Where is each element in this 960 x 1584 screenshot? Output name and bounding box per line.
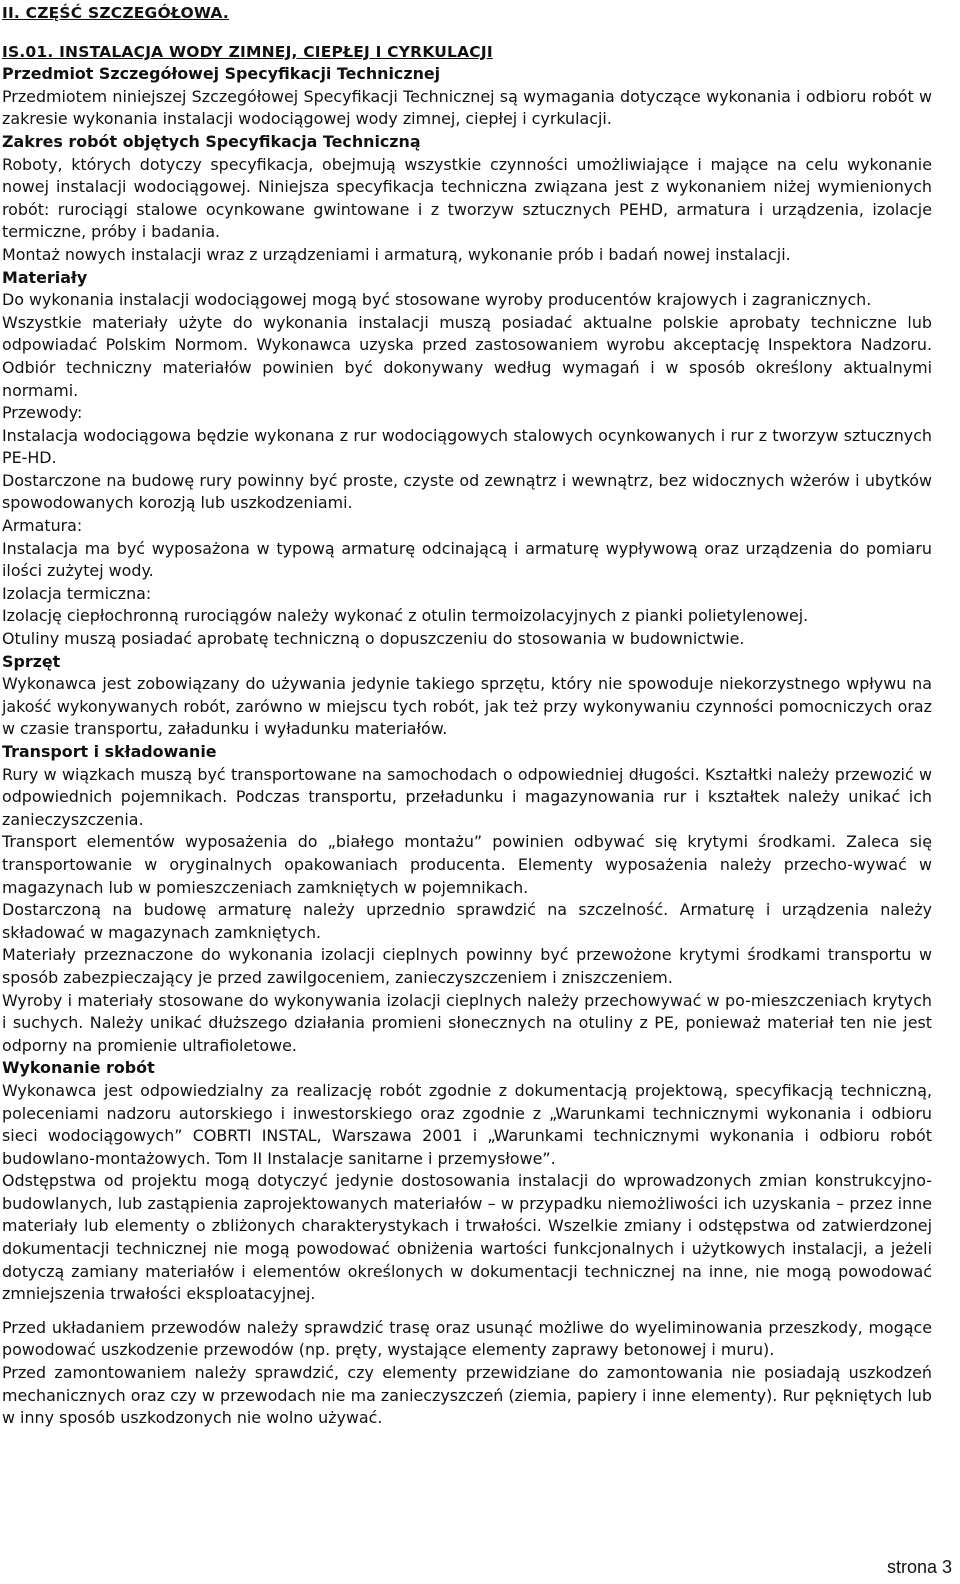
paragraph-transport-pipes: Rury w wiązkach muszą być transportowane na samochodach o odpowiedniej długości. Kształtki należy przewozić w odpowiednich pojemnikach. Podczas transportu, przeładunku i magazynowania rur i kształtek należy unikać ich zanieczyszczenia. [2, 764, 932, 829]
heading-materials: Materiały [2, 267, 88, 287]
paragraph-fittings: Instalacja ma być wyposażona w typową armaturę odcinającą i armaturę wypływową oraz urządzenia do pomiaru ilości zużytej wody. [2, 538, 932, 581]
paragraph-equipment: Wykonawca jest zobowiązany do używania jedynie takiego sprzętu, który nie spowoduje niekorzystnego wpływu na jakość wykonywanych robót, zarówno w miejscu tych robót, jak też przy wykonywaniu czynności pomocniczych oraz w czasie transportu, załadunku i wyładunku materiałów. [2, 674, 932, 739]
paragraph-transport-fittings: Dostarczoną na budowę armaturę należy uprzednio sprawdzić na szczelność. Armaturę i urządzenia należy składować w magazynach zamkniętych. [2, 900, 932, 942]
paragraph-execution-responsibility: Wykonawca jest odpowiedzialny za realizację robót zgodnie z dokumentacją projektową, specyfikacją techniczną, poleceniami nadzoru autorskiego i inwestorskiego oraz zgodnie z „Warunkami technicznymi wykonania i odbioru sieci wodociągowych” COBRTI INSTAL, Warszawa 2001 i „Warunkami technicznymi wykonania i odbioru robót budowlano-montażowych. Tom II Instalacje sanitarne i przemysłowe”. [2, 1080, 932, 1168]
paragraph-execution-element-check: Przed zamontowaniem należy sprawdzić, czy elementy przewidziane do zamontowania nie posiadają uszkodzeń mechanicznych oraz czy w przewodach nie ma zanieczyszczeń (ziemia, papiery i inne elementy). Rur pękniętych lub w inny sposób uszkodzonych nie wolno używać. [2, 1363, 932, 1428]
paragraph-insulation-approval: Otuliny muszą posiadać aprobatę techniczną o dopuszczeniu do stosowania w budownictwie. [2, 629, 745, 649]
paragraph-pipes-delivery: Dostarczone na budowę rury powinny być proste, czyste od zewnątrz i wewnątrz, bez widocznych wżerów i ubytków spowodowanych korozją lub uszkodzeniami. [2, 470, 932, 513]
paragraph-transport-equipment: Transport elementów wyposażenia do „białego montażu” powinien odbywać się krytymi środkami. Zaleca się transportowanie w oryginalnych opakowaniach producenta. Elementy wyposażenia należy przecho-wywać w magazynach lub w pomieszczeniach zamkniętych w pojemnikach. [2, 832, 932, 897]
page-number: strona 3 [886, 1557, 952, 1577]
subheading-insulation: Izolacja termiczna: [2, 583, 152, 603]
paragraph-pipes: Instalacja wodociągowa będzie wykonana z rur wodociągowych stalowych ocynkowanych i rur z tworzyw sztucznych PE-HD. [2, 425, 932, 468]
paragraph-scope: Roboty, których dotyczy specyfikacja, obejmują wszystkie czynności umożliwiające i mające na celu wykonanie nowej instalacji wodociągowej. Niniejsza specyfikacja techniczna związana jest z wykonaniem niżej wymienionych robót: rurociągi stalowe ocynkowane gwintowane i z tworzyw sztucznych PEHD, armatura i urządzenia, izolacje termiczne, próby i badania. [2, 154, 932, 242]
section-title: II. CZĘŚĆ SZCZEGÓŁOWA. [2, 4, 230, 22]
heading-transport: Transport i składowanie [2, 742, 217, 761]
paragraph-installation: Montaż nowych instalacji wraz z urządzeniami i armaturą, wykonanie prób i badań nowej instalacji. [2, 244, 791, 264]
paragraph-insulation: Izolację ciepłochronną rurociągów należy wykonać z otulin termoizolacyjnych z pianki polietylenowej. [2, 606, 809, 626]
heading-scope: Zakres robót objętych Specyfikacja Techniczną [2, 131, 421, 151]
paragraph-materials-approvals: Wszystkie materiały użyte do wykonania instalacji muszą posiadać aktualne polskie aprobaty techniczne lub odpowiadać Polskim Normom. Wykonawca uzyska przed zastosowaniem wyrobu akceptację Inspektora Nadzoru. Odbiór techniczny materiałów powinien być dokonywany według wymagań i w sposób określony aktualnymi normami. [2, 312, 932, 400]
heading-execution: Wykonanie robót [2, 1058, 155, 1078]
heading-subject: Przedmiot Szczegółowej Specyfikacji Technicznej [2, 64, 441, 84]
paragraph-transport-insulation: Materiały przeznaczone do wykonania izolacji cieplnych powinny być przewożone krytymi środkami transportu w sposób zabezpieczający je przed zawilgoceniem, zanieczyszczeniem i zniszczeniem. [2, 945, 932, 987]
paragraph-execution-route-check: Przed układaniem przewodów należy sprawdzić trasę oraz usunąć możliwe do wyeliminowania przeszkody, mogące powodować uszkodzenie przewodów (np. pręty, wystające elementy zaprawy betonowej i muru). [2, 1317, 932, 1360]
paragraph-materials-origin: Do wykonania instalacji wodociągowej mogą być stosowane wyroby producentów krajowych i zagranicznych. [2, 290, 872, 310]
subheading-fittings: Armatura: [2, 516, 83, 536]
paragraph-execution-deviations: Odstępstwa od projektu mogą dotyczyć jedynie dostosowania instalacji do wprowadzonych zmian konstrukcyjno-budowlanych, lub zastąpienia zaprojektowanych materiałów – w przypadku niemożliwości ich uzyskania – przez inne materiały lub elementy o zbliżonych charakterystykach i trwałości. Wszelkie zmiany i odstępstwa od zatwierdzonej dokumentacji technicznej nie mogą powodować obniżenia wartości funkcjonalnych i użytkowych instalacji, a jeżeli dotyczą zamiany materiałów i elementów określonych w dokumentacji technicznej na inne, nie mogą powodować zmniejszenia trwałości eksploatacyjnej. [2, 1171, 932, 1304]
spec-title: IS.01. INSTALACJA WODY ZIMNEJ, CIEPŁEJ I CYRKULACJI [2, 42, 493, 61]
document-body [2, 2, 932, 1430]
paragraph-subject: Przedmiotem niniejszej Szczegółowej Specyfikacji Technicznej są wymagania dotyczące wykonania i odbioru robót w zakresie wykonania instalacji wodociągowej wody zimnej, ciepłej i cyrkulacji. [2, 86, 932, 129]
subheading-pipes: Przewody: [2, 403, 83, 423]
title-block [2, 2, 932, 63]
heading-equipment: Sprzęt [2, 651, 61, 671]
paragraph-storage-insulation: Wyroby i materiały stosowane do wykonywania izolacji cieplnych należy przechowywać w po-mieszczeniach krytych i suchych. Należy unikać dłuższego działania promieni słonecznych na otuliny z PE, ponieważ materiał ten nie jest odporny na promienie ultrafioletowe. [2, 990, 932, 1055]
